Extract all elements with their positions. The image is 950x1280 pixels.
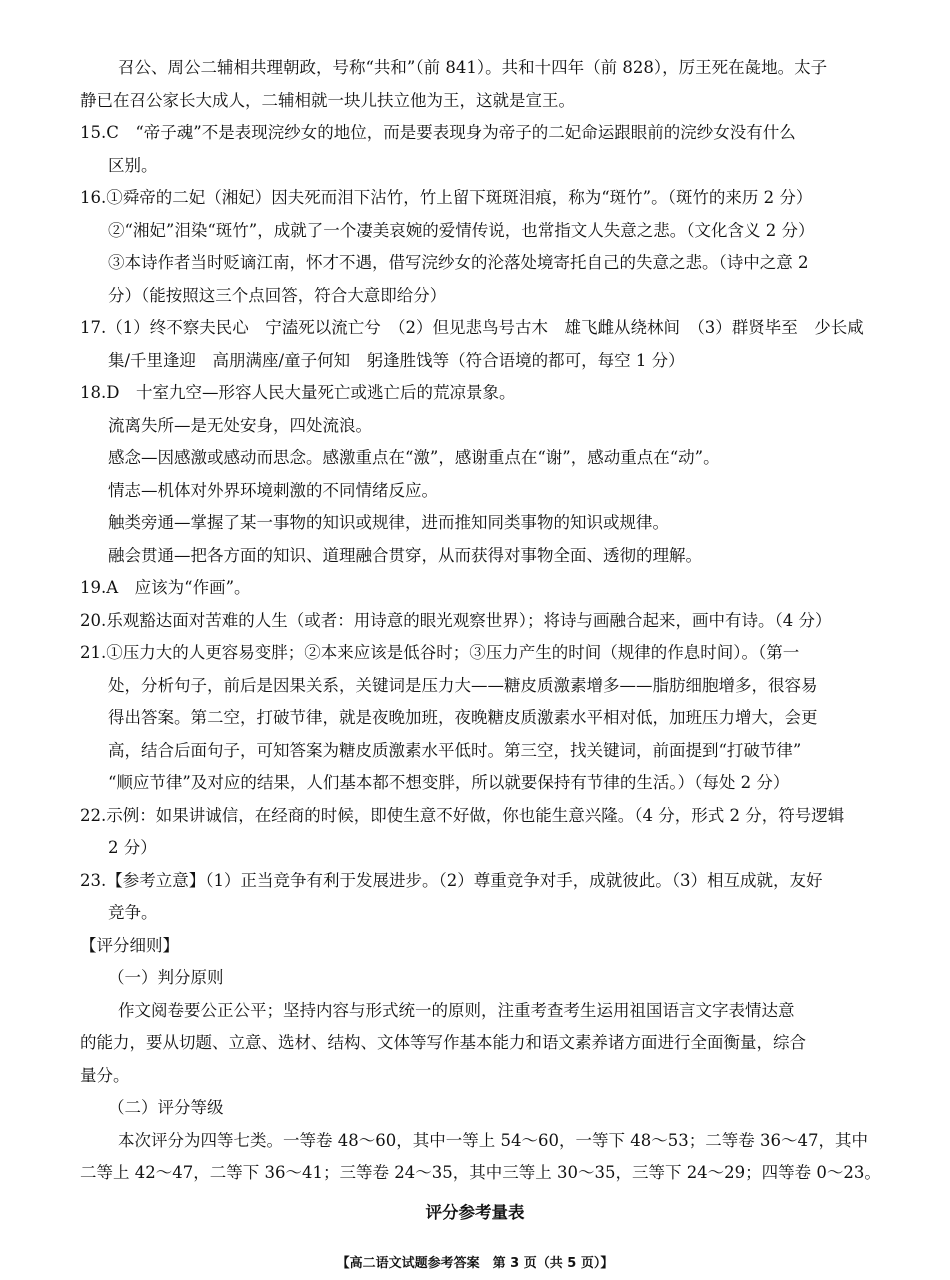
answer-20: 20.乐观豁达面对苦难的人生（或者：用诗意的眼光观察世界）；将诗与画融合起来，画中有诗。（4 分） (80, 610, 832, 630)
answer-22: 22.示例：如果讲诚信，在经商的时候，即使生意不好做，你也能生意兴隆。（4 分，形式 2 分，符号逻辑 (80, 805, 845, 825)
text-line: ②“湘妃”泪染“斑竹”，成就了一个凄美哀婉的爱情传说，也常指文人失意之悲。（文化含义 2 分） (108, 220, 815, 240)
answer-16: 16.①舜帝的二妃（湘妃）因夫死而泪下沾竹，竹上留下斑斑泪痕，称为“斑竹”。（斑竹的来历 2 分） (80, 188, 813, 207)
text-line: 作文阅卷要公正公平；坚持内容与形式统一的原则，注重考查考生运用祖国语言文字表情达意 (118, 1000, 795, 1020)
text-line: 分）（能按照这三个点回答，符合大意即给分） (108, 285, 447, 305)
text-line: 2 分） (108, 838, 157, 857)
answer-19: 19.A 应该为“作画”。 (80, 578, 251, 597)
text-line: ③本诗作者当时贬谪江南，怀才不遇，借写浣纱女的沦落处境寄托自己的失意之悲。（诗中之意 2 (108, 253, 809, 272)
text-line: 感念—因感激或感动而思念。感激重点在“激”，感谢重点在“谢”，感动重点在“动”。 (108, 448, 720, 467)
answer-23: 23.【参考立意】（1）正当竞争有利于发展进步。（2）尊重竞争对手，成就彼此。（3）相互成就，友好 (80, 870, 823, 890)
text-line: 静已在召公家长大成人，二辅相就一块儿扶立他为王，这就是宣王。 (80, 90, 575, 110)
text-line: 召公、周公二辅相共理朝政，号称“共和”（前 841）。共和十四年（前 828），厉王死在彘地。太子 (118, 58, 828, 77)
text-line: 集/千里逢迎 高朋满座/童子何知 躬逢胜饯等（符合语境的都可，每空 1 分） (108, 350, 685, 370)
text-line: 量分。 (80, 1065, 130, 1085)
section-heading: （二）评分等级 (108, 1098, 224, 1117)
text-line: 情志—机体对外界环境刺激的不同情绪反应。 (108, 480, 438, 500)
answer-21: 21.①压力大的人更容易变胖；②本来应该是低谷时；③压力产生的时间（规律的作息时间）。（第一 (80, 643, 800, 662)
text-line: 融会贯通—把各方面的知识、道理融合贯穿，从而获得对事物全面、透彻的理解。 (108, 545, 702, 565)
text-line: 流离失所—是无处安身，四处流浪。 (108, 415, 372, 435)
text-line: 高，结合后面句子，可知答案为糖皮质激素水平低时。第三空，找关键词，前面提到“打破节律” (108, 740, 802, 760)
text-line: 触类旁通—掌握了某一事物的知识或规律，进而推知同类事物的知识或规律。 (108, 513, 669, 532)
text-line: 的能力，要从切题、立意、选材、结构、文体等写作基本能力和语文素养诸方面进行全面衡量，综合 (80, 1033, 806, 1052)
answer-15: 15.C “帝子魂”不是表现浣纱女的地位，而是要表现身为帝子的二妃命运跟眼前的浣纱女没有什么 (80, 123, 796, 142)
table-title: 评分参考量表 (425, 1203, 525, 1222)
text-line: 区别。 (108, 155, 158, 175)
answer-17: 17.（1）终不察夫民心 宁溘死以流亡兮 （2）但见悲鸟号古木 雄飞雌从绕林间 （3）群贤毕至 少长咸 (80, 318, 864, 337)
text-line: 二等上 42～47，二等下 36～41；三等卷 24～35，其中三等上 30～35，三等下 24～29；四等卷 0～23。 (80, 1163, 881, 1182)
section-heading: （一）判分原则 (108, 968, 224, 987)
text-line: 本次评分为四等七类。一等卷 48～60，其中一等上 54～60，一等下 48～53；二等卷 36～47，其中 (118, 1130, 868, 1150)
scoring-heading: 【评分细则】 (80, 935, 179, 955)
text-line: “顺应节律”及对应的结果，人们基本都不想变胖，所以就要保持有节律的生活。）（每处 2 分） (108, 773, 790, 792)
text-line: 竞争。 (108, 903, 158, 922)
text-line: 处，分析句子，前后是因果关系，关键词是压力大——糖皮质激素增多——脂肪细胞增多，很容易 (108, 675, 818, 695)
answer-18: 18.D 十室九空—形容人民大量死亡或逃亡后的荒凉景象。 (80, 383, 516, 402)
page-footer: 【高二语文试题参考答案 第 3 页（共 5 页）】 (336, 1256, 614, 1271)
text-line: 得出答案。第二空，打破节律，就是夜晚加班，夜晚糖皮质激素水平相对低，加班压力增大，会更 (108, 708, 818, 727)
